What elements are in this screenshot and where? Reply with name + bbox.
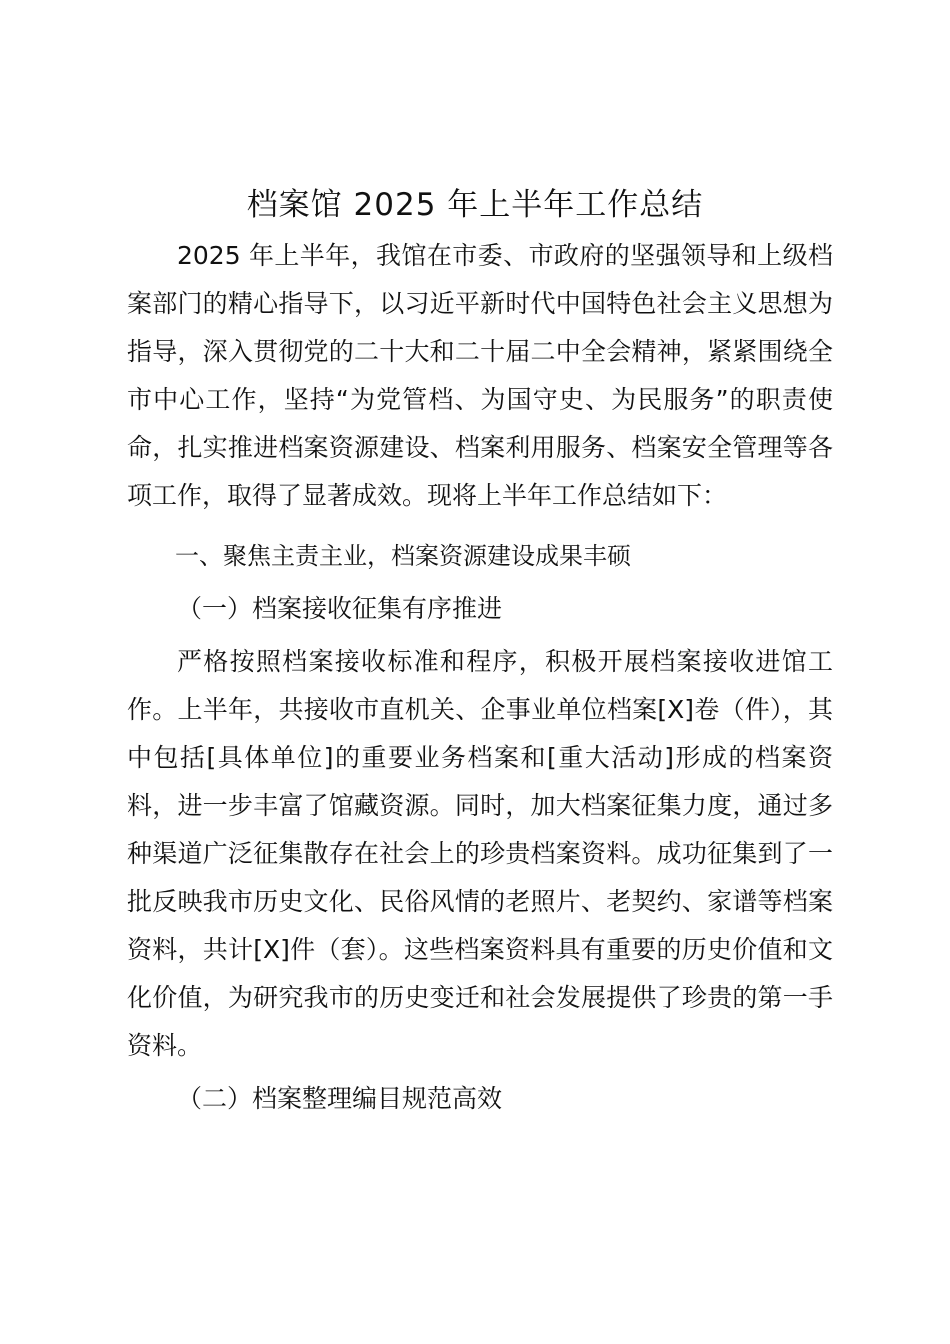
intro-paragraph: 2025 年上半年，我馆在市委、市政府的坚强领导和上级档案部门的精心指导下，以习近平新时代中国特色社会主义思想为指导，深入贯彻党的二十大和二十届二中全会精神，紧紧围绕全市中心工作，坚持“为党管档、为国守史、为民服务”的职责使命，扎实推进档案资源建设、档案利用服务、档案安全管理等各项工作，取得了显著成效。现将上半年工作总结如下：	[127, 241, 833, 510]
subsection-paragraph-1: 严格按照档案接收标准和程序，积极开展档案接收进馆工作。上半年，共接收市直机关、企事业单位档案[X]卷（件），其中包括[具体单位]的重要业务档案和[重大活动]形成的档案资料，进一步丰富了馆藏资源。同时，加大档案征集力度，通过多种渠道广泛征集散存在社会上的珍贵档案资料。成功征集到了一批反映我市历史文化、民俗风情的老照片、老契约、家谱等档案资料，共计[X]件（套）。这些档案资料具有重要的历史价值和文化价值，为研究我市的历史变迁和社会发展提供了珍贵的第一手资料。	[127, 647, 833, 1060]
subsection-heading-2: （二）档案整理编目规范高效	[177, 1084, 503, 1113]
subsection-heading-1: （一）档案接收征集有序推进	[177, 594, 503, 623]
spacer	[127, 520, 833, 528]
section-heading-1: 一、聚焦主责主业，档案资源建设成果丰硕	[175, 542, 631, 570]
document-body	[127, 232, 833, 1124]
document-title: 档案馆 2025 年上半年工作总结	[246, 187, 704, 223]
